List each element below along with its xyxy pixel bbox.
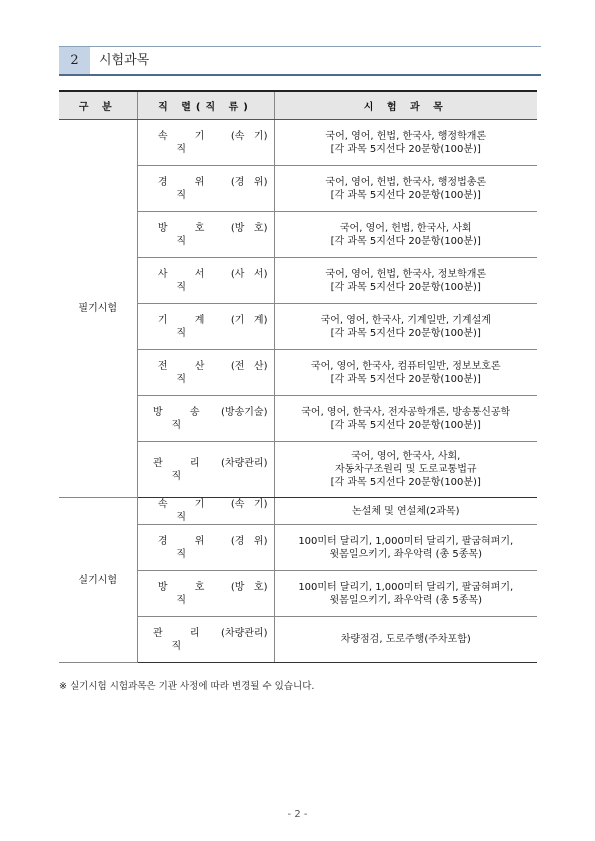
job-series-cell bbox=[137, 350, 274, 396]
subjects-cell bbox=[274, 498, 537, 525]
header-category: 구 분 bbox=[59, 91, 137, 120]
subject-line: [각 과목 5지선다 20문항(100분)] bbox=[330, 477, 481, 488]
subject-line: 논설체 및 연설체(2과목) bbox=[352, 505, 460, 517]
job-name: 경 위 직 bbox=[157, 535, 217, 560]
subject-line: 윗몸일으키기, 좌우악력 (총 5종목) bbox=[329, 594, 482, 606]
subject-line: [각 과목 5지선다 20문항(100분)] bbox=[330, 189, 481, 201]
subject-line: [각 과목 5지선다 20문항(100분)] bbox=[330, 327, 481, 339]
job-series-cell bbox=[137, 304, 274, 350]
subject-line: 국어, 영어, 한국사, 컴퓨터일반, 정보보호론 bbox=[310, 360, 501, 372]
job-series-cell bbox=[137, 442, 274, 498]
job-name: 사 서 직 bbox=[157, 268, 217, 293]
subject-line: 100미터 달리기, 1,000미터 달리기, 팔굽혀펴기, bbox=[298, 581, 514, 593]
job-series-cell bbox=[137, 617, 274, 663]
job-class: (전 산) bbox=[230, 360, 268, 372]
subject-line: 국어, 영어, 한국사, 사회, bbox=[351, 451, 461, 462]
table-row bbox=[59, 498, 537, 525]
subject-line: [각 과목 5지선다 20문항(100분)] bbox=[330, 235, 481, 247]
job-series-cell bbox=[137, 166, 274, 212]
subject-line: [각 과목 5지선다 20문항(100분)] bbox=[330, 373, 481, 385]
job-class: (속 기) bbox=[230, 499, 268, 510]
job-series-cell bbox=[137, 498, 274, 525]
job-class: (기 계) bbox=[230, 314, 268, 326]
footnote: ※ 실기시험 시험과목은 기관 사정에 따라 변경될 수 있습니다. bbox=[59, 681, 315, 692]
job-class: (방 호) bbox=[230, 222, 268, 234]
subjects-cell bbox=[274, 166, 537, 212]
subjects-cell bbox=[274, 120, 537, 166]
subjects-cell bbox=[274, 571, 537, 617]
subject-line: 국어, 영어, 한국사, 전자공학개론, 방송통신공학 bbox=[301, 406, 511, 418]
job-class: (차량관리) bbox=[221, 457, 268, 469]
job-series-cell bbox=[137, 571, 274, 617]
job-name: 속 기 직 bbox=[157, 499, 217, 523]
subject-line: 국어, 영어, 헌법, 한국사, 정보학개론 bbox=[325, 268, 487, 280]
subject-line: 국어, 영어, 한국사, 기계일반, 기계설계 bbox=[320, 314, 491, 326]
job-class: (경 위) bbox=[230, 176, 268, 188]
subjects-cell bbox=[274, 396, 537, 442]
job-name: 속 기 직 bbox=[157, 130, 217, 155]
subject-line: 윗몸일으키기, 좌우악력 (총 5종목) bbox=[329, 548, 482, 560]
job-name: 전 산 직 bbox=[157, 360, 217, 385]
section-header bbox=[59, 46, 541, 76]
job-name: 방 호 직 bbox=[157, 581, 217, 606]
job-name: 방 송 직 bbox=[153, 406, 212, 431]
job-class: (경 위) bbox=[230, 535, 268, 547]
job-name: 경 위 직 bbox=[157, 176, 217, 201]
subjects-cell bbox=[274, 304, 537, 350]
page-number: - 2 - bbox=[287, 809, 308, 820]
subjects-cell bbox=[274, 617, 537, 663]
subject-line: [각 과목 5지선다 20문항(100분)] bbox=[330, 281, 481, 293]
job-class: (방 호) bbox=[230, 581, 268, 593]
job-class: (방송기술) bbox=[221, 406, 268, 418]
job-class: (사 서) bbox=[230, 268, 268, 280]
exam-subjects-table bbox=[59, 90, 537, 663]
subject-line: 국어, 영어, 헌법, 한국사, 행정법총론 bbox=[325, 176, 487, 188]
job-series-cell bbox=[137, 396, 274, 442]
job-class: (차량관리) bbox=[221, 627, 268, 639]
subject-line: [각 과목 5지선다 20문항(100분)] bbox=[330, 143, 481, 155]
table-header-row bbox=[59, 91, 537, 120]
subjects-cell bbox=[274, 442, 537, 498]
subject-line: [각 과목 5지선다 20문항(100분)] bbox=[330, 419, 481, 431]
table-row bbox=[59, 120, 537, 166]
job-name: 방 호 직 bbox=[157, 222, 217, 247]
subject-line: 100미터 달리기, 1,000미터 달리기, 팔굽혀펴기, bbox=[298, 535, 514, 547]
subjects-cell bbox=[274, 350, 537, 396]
category-cell: 실기시험 bbox=[59, 498, 137, 663]
subjects-cell bbox=[274, 258, 537, 304]
job-series-cell bbox=[137, 525, 274, 571]
category-cell: 필기시험 bbox=[59, 120, 137, 498]
job-series-cell bbox=[137, 212, 274, 258]
subject-line: 국어, 영어, 헌법, 한국사, 행정학개론 bbox=[325, 130, 487, 142]
subject-line: 국어, 영어, 헌법, 한국사, 사회 bbox=[339, 222, 472, 234]
job-name: 기 계 직 bbox=[157, 314, 217, 339]
job-name: 관 리 직 bbox=[153, 627, 212, 652]
job-series-cell bbox=[137, 258, 274, 304]
section-title: 시험과목 bbox=[99, 53, 150, 68]
subjects-cell bbox=[274, 212, 537, 258]
subject-line: 자동차구조원리 및 도로교통법규 bbox=[334, 464, 477, 475]
job-name: 관 리 직 bbox=[153, 457, 212, 482]
job-series-cell bbox=[137, 120, 274, 166]
job-class: (속 기) bbox=[230, 130, 268, 142]
header-subjects: 시 험 과 목 bbox=[274, 91, 537, 120]
subjects-cell bbox=[274, 525, 537, 571]
section-number: 2 bbox=[59, 47, 90, 74]
subject-line: 차량점검, 도로주행(주차포함) bbox=[340, 634, 471, 645]
header-job-series: 직 렬(직 류) bbox=[137, 91, 274, 120]
